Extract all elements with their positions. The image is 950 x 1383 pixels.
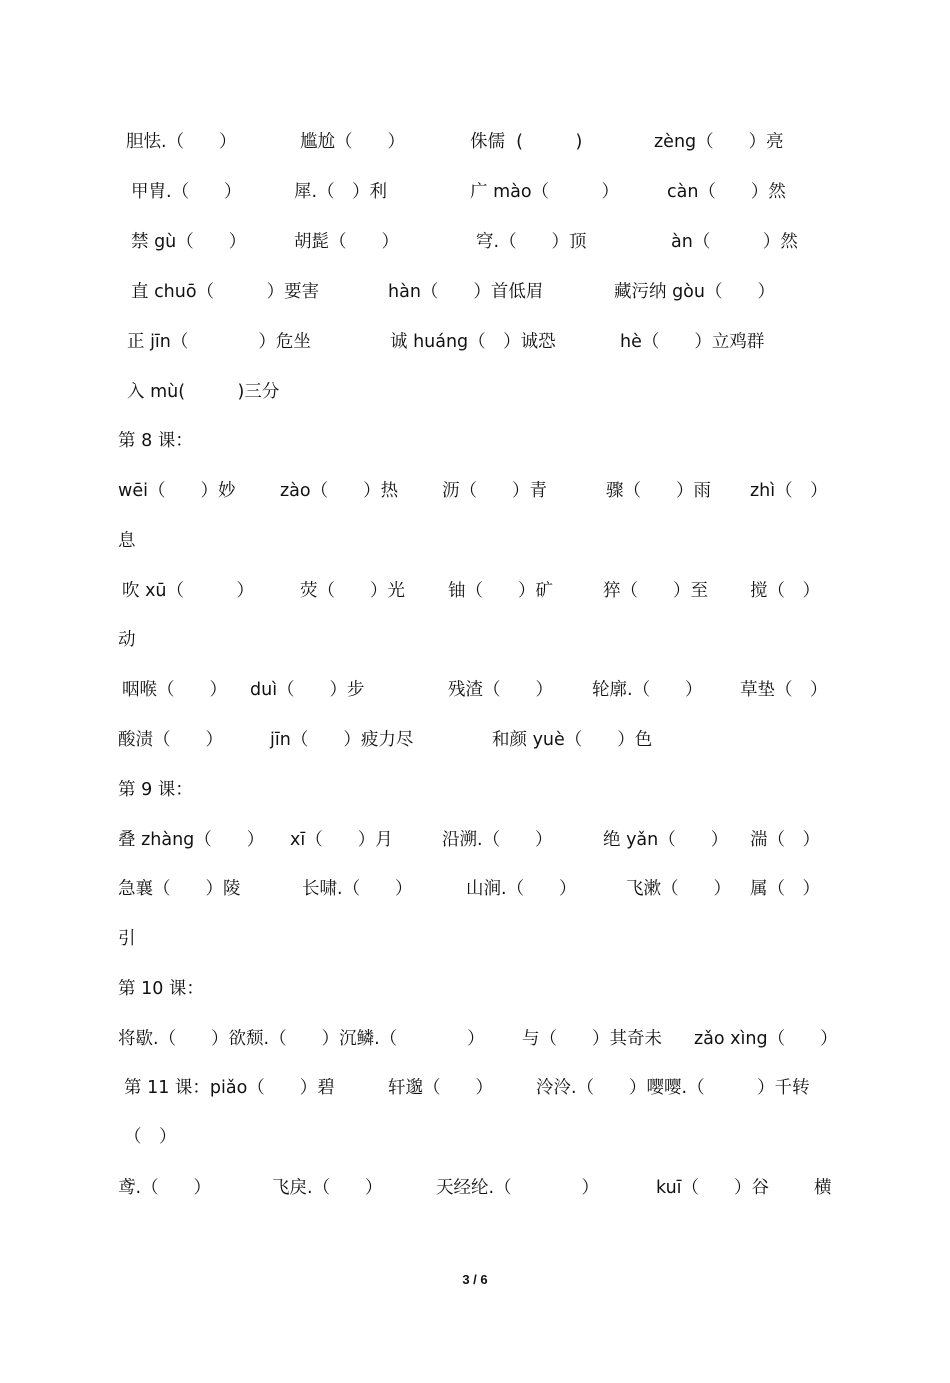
- vocab-item: 轮廓.（ ）: [592, 680, 703, 700]
- vocab-item: wēi（ ）妙: [118, 481, 236, 501]
- vocab-item: 和颜 yuè（ ）色: [492, 730, 653, 750]
- vocab-item: 沥（ ）青: [442, 481, 547, 501]
- vocab-item: 直 chuō（ ）要害: [131, 282, 320, 302]
- vocab-item: 飞漱（ ）: [626, 879, 731, 899]
- vocab-item: 将歇.（ ）欲颓.（ ）沉鳞.（ ）: [118, 1029, 485, 1049]
- vocab-line: [0, 625, 950, 655]
- vocab-item: 尴尬（ ）: [300, 132, 405, 152]
- vocab-item: xī（ ）月: [290, 830, 393, 850]
- lesson-heading: [0, 426, 950, 456]
- vocab-item: 山涧.（ ）: [466, 879, 577, 899]
- vocab-item: 息: [118, 531, 136, 551]
- vocab-line: [0, 576, 950, 606]
- vocab-item: duì（ ）步: [250, 680, 365, 700]
- vocab-item: hàn（ ）首低眉: [388, 282, 544, 302]
- vocab-item: 入 mù( )三分: [127, 382, 280, 402]
- vocab-item: jīn（ ）疲力尽: [270, 730, 414, 750]
- vocab-line: [0, 675, 950, 705]
- vocab-item: hè（ ）立鸡群: [620, 332, 765, 352]
- vocab-item: 属（ ）: [750, 879, 820, 899]
- vocab-item: 荧（ ）光: [300, 581, 405, 601]
- lesson-title: 第 8 课：: [118, 431, 193, 451]
- vocab-item: 引: [118, 929, 136, 949]
- vocab-line: [0, 377, 950, 407]
- vocab-item: 天经纶.（ ）: [436, 1178, 600, 1198]
- vocab-item: zào（ ）热: [280, 481, 399, 501]
- vocab-item: 长啸.（ ）: [302, 879, 413, 899]
- vocab-line: [0, 526, 950, 556]
- vocab-line: [0, 177, 950, 207]
- vocab-item: 酸渍（ ）: [118, 730, 223, 750]
- vocab-item: 动: [118, 630, 136, 650]
- vocab-item: 猝（ ）至: [603, 581, 708, 601]
- vocab-line: [0, 924, 950, 954]
- vocab-item: 甲胄.（ ）: [131, 182, 242, 202]
- vocab-item: 咽喉（ ）: [122, 680, 227, 700]
- lesson-title: 第 9 课：: [118, 780, 193, 800]
- vocab-line: [0, 127, 950, 157]
- vocab-item: 穹.（ ）顶: [476, 232, 587, 252]
- vocab-line: [0, 1073, 950, 1103]
- vocab-line: [0, 277, 950, 307]
- vocab-item: càn（ ）然: [667, 182, 786, 202]
- vocab-item: 鸢.（ ）: [118, 1178, 212, 1198]
- vocab-item: 残渣（ ）: [448, 680, 553, 700]
- vocab-line: [0, 1024, 950, 1054]
- vocab-item: 犀.（ ）利: [294, 182, 388, 202]
- vocab-item: 吹 xū（ ）: [122, 581, 255, 601]
- vocab-line: [0, 874, 950, 904]
- vocab-item: zhì（ ）: [750, 481, 828, 501]
- vocab-line: [0, 1122, 950, 1152]
- vocab-item: （ ）: [124, 1127, 177, 1147]
- vocab-item: 第 11 课：piǎo（ ）碧: [124, 1078, 335, 1098]
- vocab-item: 泠泠.（ ）嘤嘤.（ ）千转: [536, 1078, 810, 1098]
- page-number: 3 / 6: [462, 1272, 488, 1287]
- vocab-item: zǎo xìng（ ）: [694, 1029, 838, 1049]
- vocab-line: [0, 476, 950, 506]
- vocab-item: 绝 yǎn（ ）: [603, 830, 729, 850]
- vocab-item: 广 mào（ ）: [470, 182, 620, 202]
- lesson-heading: [0, 974, 950, 1004]
- vocab-item: 禁 gù（ ）: [131, 232, 247, 252]
- vocab-item: 骤（ ）雨: [606, 481, 711, 501]
- vocab-item: 铀（ ）矿: [448, 581, 553, 601]
- vocab-line: [0, 327, 950, 357]
- vocab-line: [0, 725, 950, 755]
- vocab-item: 沿溯.（ ）: [442, 830, 553, 850]
- vocab-item: 胡髭（ ）: [294, 232, 399, 252]
- vocab-item: 叠 zhàng（ ）: [118, 830, 265, 850]
- vocab-line: [0, 227, 950, 257]
- vocab-item: 搅（ ）: [750, 581, 820, 601]
- vocab-item: 急襄（ ）陵: [118, 879, 241, 899]
- vocab-item: 湍（ ）: [750, 830, 820, 850]
- lesson-heading: [0, 775, 950, 805]
- vocab-item: àn（ ）然: [671, 232, 798, 252]
- vocab-item: 轩邈（ ）: [388, 1078, 493, 1098]
- vocab-item: kuī（ ）谷: [656, 1178, 770, 1198]
- vocab-item: zèng（ ）亮: [654, 132, 784, 152]
- lesson-title: 第 10 课：: [118, 979, 204, 999]
- vocab-item: 横: [814, 1178, 832, 1198]
- vocab-item: 藏污纳 gòu（ ）: [614, 282, 775, 302]
- vocab-item: 草垫（ ）: [740, 680, 828, 700]
- vocab-item: 侏儒 ( ): [470, 132, 583, 152]
- vocab-item: 与（ ）其奇未: [522, 1029, 662, 1049]
- vocab-line: [0, 825, 950, 855]
- vocab-line: [0, 1173, 950, 1203]
- vocab-item: 诚 huáng（ ）诚恐: [390, 332, 556, 352]
- vocab-item: 飞戾.（ ）: [272, 1178, 383, 1198]
- vocab-item: 胆怯.（ ）: [126, 132, 237, 152]
- vocab-item: 正 jīn（ ）危坐: [127, 332, 311, 352]
